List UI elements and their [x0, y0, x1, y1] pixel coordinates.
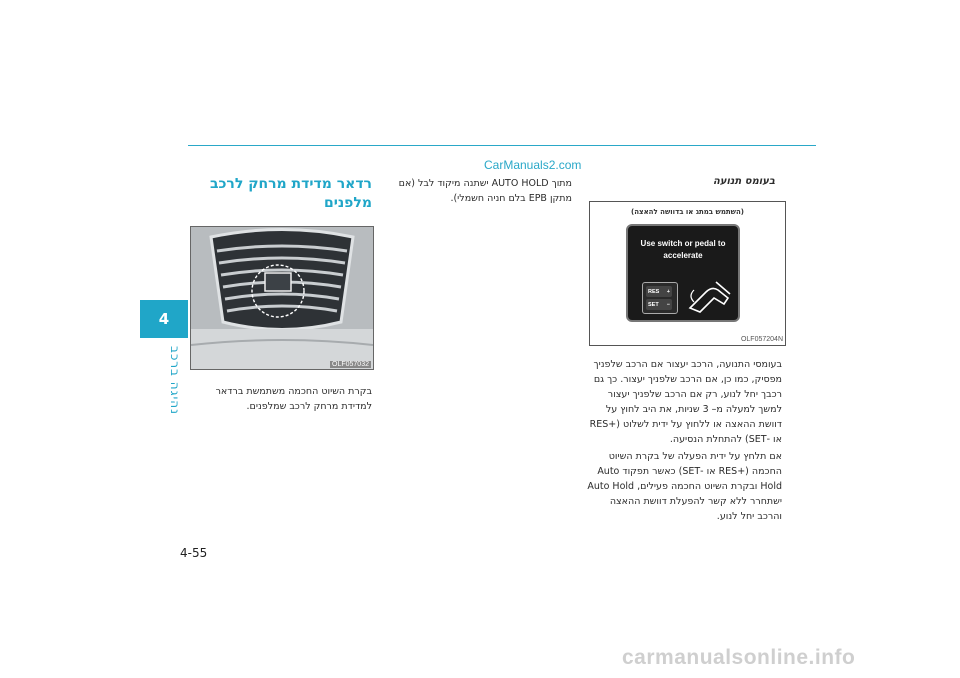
res-label: RES: [648, 288, 660, 295]
cruise-switch-icon: [642, 282, 678, 314]
cluster-message-figure: [589, 201, 786, 346]
col3-paragraphs: [585, 357, 782, 524]
heading-line-2: מלפנים: [323, 195, 372, 211]
set-label: SET: [648, 301, 659, 308]
heading-line-1: רדאר מדידת מרחק לרכב: [209, 176, 372, 192]
chapter-tab[interactable]: 4: [140, 300, 188, 338]
set-button-icon: [646, 299, 672, 310]
cluster-screen: [626, 224, 740, 322]
foot-pedal-icon: [686, 278, 732, 314]
page-number: 4-55: [180, 546, 208, 560]
car-grille-illustration: [191, 227, 373, 369]
section-heading: [172, 175, 372, 213]
plus-icon: +: [666, 288, 670, 295]
chapter-label: נהיגה ברכב: [168, 346, 182, 415]
subsection-title: בעומס תנועה: [712, 176, 775, 187]
watermark-link[interactable]: CarManuals2.com: [484, 158, 582, 172]
figure-title: (השתמש במתג או בדוושה להאצה): [631, 208, 744, 216]
minus-icon: −: [666, 301, 670, 308]
col3-paragraph-2: אם תלחץ על ידית הפעלה של בקרת השיוט החכמה (+RES או -SET) כאשר תפקוד Auto Hold ובקרת השיוט החכמה פעילים, Auto Hold ישתחרר ללא קשר להפעלת דוושת ההאצה והרכב יחל לנוע.: [587, 451, 782, 522]
radar-sensor-photo: [190, 226, 374, 370]
col3-paragraph-1: בעומסי התנועה, הרכב יעצור אם הרכב שלפניך מפסיק, כמו כן, אם הרכב שלפניך יעצור. כך גם רכבך יחל לנוע, רק אם הרכב שלפניך יעצור למשך למעלה מ– 3 שניות, את היב לחוץ על דוושת ההאצה או ללחוץ על ידית לשלוט (+RES או -SET) להתחלת הנסיעה.: [589, 359, 782, 445]
top-rule: [188, 145, 816, 146]
screen-message: Use switch or pedal to accelerate: [640, 239, 726, 260]
col2-paragraph: מתוך AUTO HOLD ישתנה מיקוד לבל (אם מתקן EPB בלם חניה חשמלי).: [398, 178, 572, 204]
photo-caption: OLF057032: [332, 361, 369, 368]
col1-paragraph: בקרת השיוט החכמה משתמשת ברדאר למדידת מרחק לרכב שמלפנים.: [215, 386, 372, 412]
site-watermark: carmanualsonline.info: [622, 646, 856, 669]
res-button-icon: [646, 286, 672, 297]
figure-caption: OLF057204N: [740, 336, 783, 343]
